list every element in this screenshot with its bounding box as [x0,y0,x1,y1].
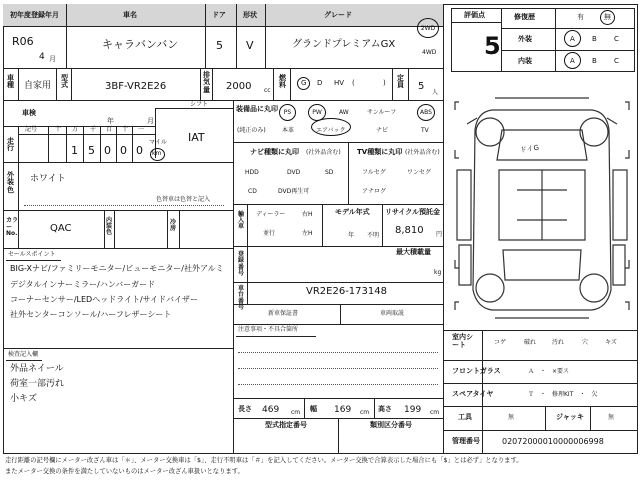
height-unit: cm [430,409,440,416]
right-hand-text: 右H [302,211,313,218]
chassis-label: 車台番号 [238,285,245,311]
parallel-text: 並行 [263,230,276,237]
navi-type-label: ナビ種類に丸印 [250,148,299,156]
left-hand-text: 左H [302,230,313,237]
dvd-text: DVD [287,169,301,176]
jack-value: 無 [608,414,615,421]
cat-value: 自家用 [24,81,52,91]
recycle-yen: 円 [436,231,443,238]
inspection-label: 車検 [22,109,36,117]
unit-jyu: 十 [122,126,129,133]
mgmt-label: 管理番号 [452,437,480,445]
drive-2wd: 2WD [420,24,436,32]
width-label: 幅 [310,405,317,413]
shape-label: 形状 [243,11,257,19]
abs-text: ABS [420,109,432,116]
fuel-hv: HV [334,79,345,87]
equipment-sublabel: (純正のみ) [237,127,266,134]
airbag-text: エアバック [316,127,346,134]
spare-options: Ｔ ・ 修理KIT ・ 欠 [528,391,598,398]
sales-point-2: デジタルインナーミラー/ハンバーガード [10,280,156,289]
disp-value: 2000 [226,81,252,92]
unit-ichi: 一 [138,126,145,133]
length-value: 469 [262,405,280,415]
windshield-label: フロントガラス [452,367,501,375]
navi-text: ナビ [376,127,389,134]
disp-unit: cc [264,87,271,94]
cap-label: 定員 [397,74,404,89]
ext-label: 外装 [518,35,532,43]
unit-jyuman: 十 [55,126,62,133]
tv-text: TV [421,127,429,134]
sales-point-3: コーナーセンサー/LEDヘッドライト/サイドバイザー [10,295,198,304]
seat-option-5: キズ [605,339,617,346]
disp-label: 排気量 [203,71,210,94]
cd-text: CD [248,188,257,195]
ps-circle [279,104,296,121]
width-unit: cm [360,409,370,416]
windshield-options: Ａ ・ ×要ス [528,368,570,375]
mileage-label: 走行 [7,137,14,152]
first-reg-month: 4 [39,52,45,62]
drive-2wd-circle [417,18,439,38]
mile-label: マイル [149,139,167,146]
interior-label: 内装色 [106,217,113,236]
jack-label: ジャッキ [556,413,584,421]
repair-label: 修復歴 [514,13,535,21]
type-label: 型式 [61,74,68,89]
footer-line-2: またメーター交換の条件を満たしていないものはメーター改ざん車扱いとなります。 [5,468,244,475]
height-value: 199 [404,405,422,415]
fuel-paren: ( [352,79,355,87]
mileage-digit-3: 0 [104,144,111,157]
sales-point-4: 社外センターコンソール/ハーフレザーシート [10,310,172,319]
footer-line-1: 走行距離の記号欄にメーター改ざん車は「＊」、メーター交換車は「$」、走行不明車は「＃」を記入してください。メーター交換で合算表示した場合にも「$」とは必ず」となります。 [5,457,523,464]
mgmt-value: 02072000010000006998 [502,437,604,446]
hdd-text: HDD [245,169,259,176]
unit-sen: 千 [90,126,97,133]
first-reg-label: 初年度登録年月 [10,11,59,19]
reg-no-label: 登録番号 [238,251,245,277]
navi-type-note: (社外品含む) [306,149,341,156]
abs-circle [417,104,435,121]
seat-label: 室内シート [452,333,473,350]
unit-hyaku: 百 [106,126,113,133]
mileage-digit-2: 5 [88,144,95,157]
shift-value: IAT [188,131,205,144]
seat-option-1: コゲ [494,339,507,346]
ext-b: B [592,35,597,43]
eval-label: 評価点 [464,11,485,19]
tool-label: 工具 [458,413,472,421]
inspector-note-2: 荷室一部汚れ [10,379,65,389]
cat-label: 車種 [7,74,14,89]
int-c: C [614,57,619,65]
unit-man: 万 [72,126,79,133]
ps-text: PS [283,109,292,116]
fuel-paren-close: ) [383,79,386,87]
inspector-label: 検査記入欄 [8,351,39,358]
model-year-label: モデル年式 [335,208,370,216]
doors-value: 5 [216,39,223,52]
car-name-label: 車名 [123,11,137,19]
int-a: A [570,57,575,65]
int-label: 内装 [518,57,532,65]
km-label: km [152,150,162,157]
fullseg-text: フルセグ [362,169,386,176]
eval-value: 5 [484,32,501,60]
fuel-label: 燃料 [279,74,286,89]
mileage-digit-5: 0 [136,144,143,157]
diagram-note: ドイG [519,143,540,155]
color-note: 色替車は色替と記入 [156,196,211,203]
aw-text: AW [339,109,349,116]
repair-no: 無 [604,13,611,21]
recycle-value: 8,810 [395,225,424,236]
color-label: 外装色 [7,171,14,194]
model-year-unit: 年 [348,232,355,239]
seat-option-3: 汚れ [552,339,565,346]
seat-option-4: 穴 [582,339,589,346]
first-reg-month-unit: 月 [49,55,56,63]
tv-type-note: (社外品含む) [405,149,440,156]
inspector-note-3: 小キズ [10,394,37,404]
tool-value: 無 [508,414,515,421]
equipment-label: 装備品に丸印 [236,105,278,113]
mileage-digit-4: 0 [120,144,127,157]
oneseg-text: ワンセグ [407,169,432,176]
sales-points-label: セールスポイント [8,251,56,258]
category-label: 類別区分番号 [370,421,412,429]
height-label: 高さ [378,405,392,413]
color-no-label: カラーNo. [6,217,19,238]
model-year-unknown: 不明 [367,232,380,239]
pw-text: PW [312,109,322,116]
drive-4wd: 4WD [422,49,437,56]
dealer-text: ディーラー [256,211,286,218]
sales-point-1: BIG-Xナビ/ファミリーモニター/ビューモニター/社外アルミ [10,264,224,273]
fuel-d: D [317,79,323,87]
dvd-play-text: DVD再生可 [278,188,310,195]
import-label: 輸入車 [238,211,245,230]
cooler-label: 冷房 [170,219,177,232]
cap-unit: 人 [432,89,439,96]
type-value: 3BF-VR2E26 [105,81,167,92]
grade-label: グレード [324,11,352,19]
recycle-deposit-label: リサイクル預託金 [385,208,441,216]
shift-label: シフト [190,101,209,108]
max-load-label: 最大積載量 [396,248,431,256]
leather-text: 本革 [282,127,295,134]
int-b: B [592,57,597,65]
spare-label: スペアタイヤ [452,390,494,398]
width-value: 169 [334,405,352,415]
inspection-month-unit: 月 [147,117,154,125]
cap-value: 5 [418,81,425,92]
repair-yes: 有 [577,13,584,21]
color-no-value: QAC [50,223,72,234]
shape-value: V [246,39,254,52]
sunroof-text: サンルーフ [367,109,397,116]
fuel-g: G [301,79,307,87]
chassis-value: VR2E26-173148 [306,286,387,297]
analog-text: アナログ [362,188,387,195]
type-designation-label: 型式指定番号 [265,421,307,429]
max-load-unit: kg [434,269,442,276]
seat-option-2: 破れ [524,339,537,346]
tv-type-label: TV種類に丸印 [357,148,403,156]
length-unit: cm [291,409,301,416]
ext-a: A [570,35,575,43]
notes-label: 注意事項・不具合箇所 [238,326,299,333]
grade-value: グランドプレミアムGX [292,39,396,50]
sd-text: SD [325,169,334,176]
new-warranty-text: 新車保証書 [268,310,299,317]
car-name-value: キャラバンバン [102,38,179,51]
manual-text: 車両取説 [380,310,405,317]
inspection-year-unit: 年 [107,117,114,125]
length-label: 長さ [238,405,252,413]
door-label: ドア [212,11,226,19]
color-value: ホワイト [30,174,66,184]
car-body-diagram [447,90,637,325]
mileage-digit-1: 1 [71,144,78,157]
ext-c: C [614,35,619,43]
inspector-note-1: 外品ネイール [10,364,64,374]
first-reg-value: R06 [12,35,34,48]
unit-symbol: 記号 [25,126,38,133]
